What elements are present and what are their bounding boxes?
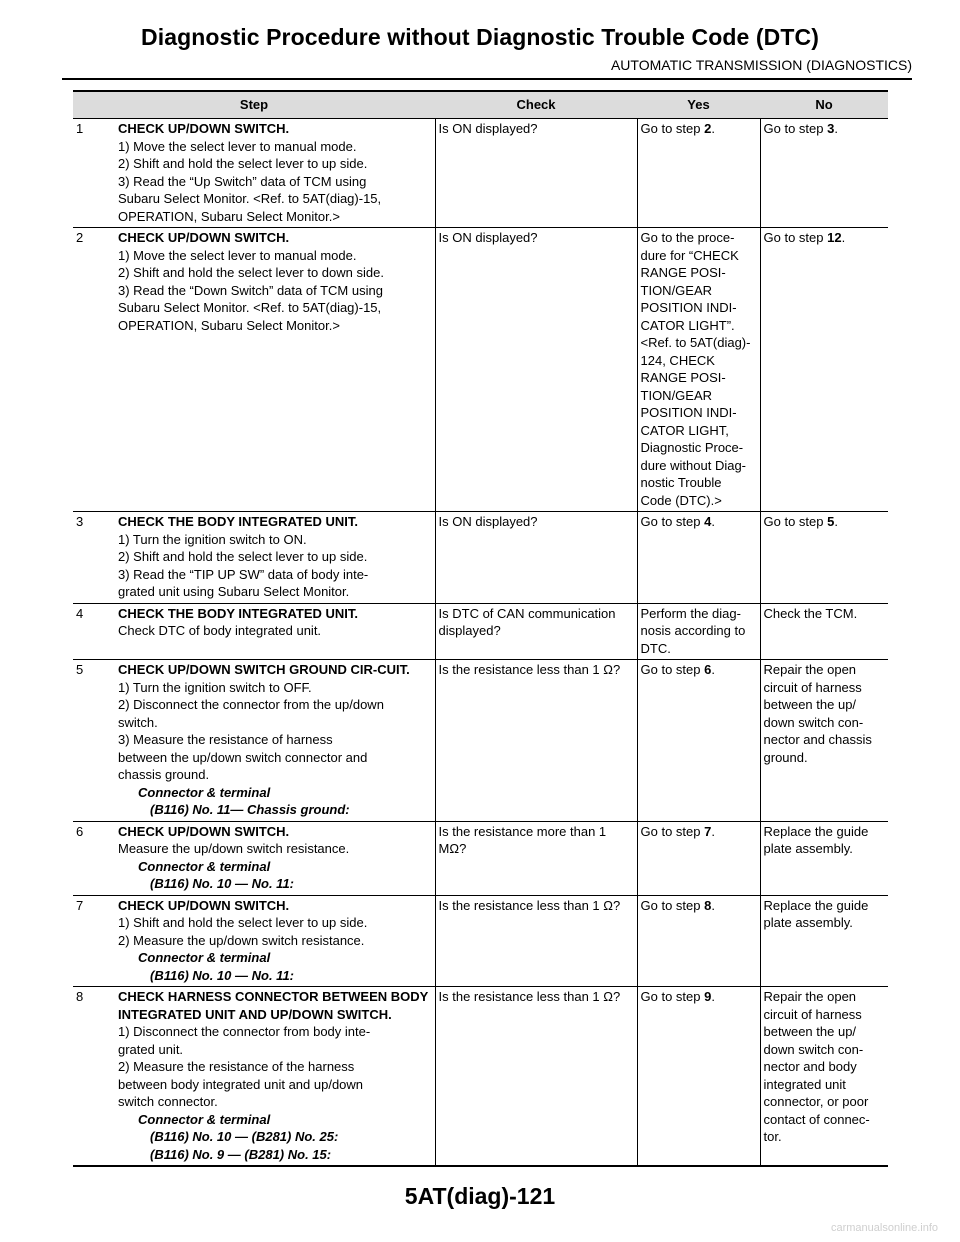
yes-line: RANGE POSI- [640, 265, 726, 280]
check-question: Is ON displayed? [435, 228, 637, 512]
step-instruction: between the up/down switch connector and [118, 749, 368, 765]
step-title: CHECK THE BODY INTEGRATED UNIT. [118, 605, 359, 621]
yes-step-ref: 8 [704, 897, 712, 913]
check-question: Is the resistance less than 1 Ω? [435, 895, 637, 987]
yes-step-ref: 2 [704, 121, 712, 136]
yes-suffix: . [711, 514, 715, 529]
no-line: connector, or poor [763, 1094, 869, 1109]
step-description [118, 228, 435, 512]
no-prefix: Go to step [763, 121, 828, 136]
step-instruction: 2) Disconnect the connector from the up/down [118, 697, 384, 712]
yes-line: POSITION INDI- [640, 405, 737, 420]
yes-action [637, 228, 760, 512]
no-line: tor. [763, 1129, 782, 1144]
table-header-row [73, 91, 888, 119]
yes-action [637, 987, 760, 1167]
no-text: Check the TCM. [763, 605, 858, 621]
yes-line: Go to the proce- [640, 230, 735, 245]
connector-terminal-value: (B116) No. 10 — No. 11: [150, 876, 294, 891]
step-instruction: switch connector. [118, 1094, 218, 1109]
step-description [118, 895, 435, 987]
no-action [760, 512, 888, 604]
step-number: 7 [73, 895, 118, 987]
no-line: Replace the guide [763, 897, 869, 913]
page-number: 5AT(diag)-121 [404, 1183, 556, 1209]
step-instruction: 3) Read the “Down Switch” data of TCM using [118, 282, 383, 298]
column-header-step: Step [73, 91, 435, 119]
step-instruction: 2) Shift and hold the select lever to up side. [118, 549, 368, 564]
step-description [118, 512, 435, 604]
step-number: 2 [73, 228, 118, 512]
step-instruction: 3) Read the “Up Switch” data of TCM using [118, 173, 367, 189]
no-line: nector and chassis [763, 732, 872, 747]
step-instruction: 1) Turn the ignition switch to ON. [118, 531, 307, 547]
no-step-ref: 3 [827, 121, 835, 136]
no-action [760, 119, 888, 228]
yes-line: nostic Trouble [640, 475, 722, 490]
check-question: Is DTC of CAN communication displayed? [435, 603, 637, 660]
yes-step-ref: 4 [704, 514, 712, 529]
no-line: circuit of harness [763, 679, 862, 695]
yes-line: dure for “CHECK [640, 247, 739, 263]
yes-action [637, 603, 760, 660]
connector-terminal-label: Connector & terminal [138, 858, 271, 874]
yes-suffix: . [711, 823, 715, 839]
yes-step-ref: 7 [704, 823, 712, 839]
no-line: plate assembly. [763, 915, 853, 930]
no-line: contact of connec- [763, 1111, 870, 1127]
step-instruction: switch. [118, 714, 158, 730]
yes-step-ref: 9 [704, 989, 712, 1004]
step-title: CHECK UP/DOWN SWITCH. [118, 897, 290, 913]
step-number: 6 [73, 821, 118, 895]
connector-terminal-value: (B116) No. 9 — (B281) No. 15: [150, 1146, 332, 1162]
yes-action [637, 821, 760, 895]
header-divider [62, 78, 912, 80]
table-row [73, 895, 888, 987]
step-number: 8 [73, 987, 118, 1167]
table-row [73, 512, 888, 604]
no-suffix: . [834, 121, 838, 136]
step-title: CHECK UP/DOWN SWITCH. [118, 823, 290, 839]
yes-line: CATOR LIGHT”. [640, 317, 735, 333]
check-question: Is the resistance less than 1 Ω? [435, 660, 637, 822]
yes-line: dure without Diag- [640, 457, 747, 473]
yes-suffix: . [711, 989, 715, 1004]
step-instruction: OPERATION, Subaru Select Monitor.> [118, 208, 340, 224]
no-step-ref: 5 [827, 514, 835, 529]
no-step-ref: 12 [827, 230, 842, 245]
no-line: between the up/ [763, 1024, 857, 1039]
step-description [118, 821, 435, 895]
step-title: CHECK UP/DOWN SWITCH GROUND CIR-CUIT. [118, 662, 410, 677]
yes-line: Perform the diag- [640, 605, 741, 621]
yes-prefix: Go to step [640, 823, 705, 839]
column-header-check: Check [435, 91, 637, 119]
no-line: ground. [763, 749, 808, 765]
yes-prefix: Go to step [640, 989, 705, 1004]
yes-line: nosis according to [640, 623, 746, 638]
table-row [73, 821, 888, 895]
step-instruction: 2) Measure the up/down switch resistance. [118, 932, 365, 948]
table-row [73, 603, 888, 660]
no-action [760, 660, 888, 822]
no-line: circuit of harness [763, 1006, 862, 1022]
yes-step-ref: 6 [704, 662, 712, 677]
yes-suffix: . [711, 121, 715, 136]
no-line: Repair the open [763, 989, 857, 1004]
no-suffix: . [841, 230, 846, 245]
yes-line: 124, CHECK [640, 352, 715, 368]
connector-terminal-value: (B116) No. 10 — (B281) No. 25: [150, 1129, 339, 1144]
no-line: nector and body [763, 1059, 857, 1074]
check-question: Is the resistance less than 1 Ω? [435, 987, 637, 1167]
connector-terminal-value: (B116) No. 10 — No. 11: [150, 967, 294, 983]
no-action [760, 987, 888, 1167]
yes-line: TION/GEAR [640, 387, 713, 403]
yes-prefix: Go to step [640, 121, 705, 136]
step-instruction: 1) Turn the ignition switch to OFF. [118, 679, 312, 695]
step-number: 4 [73, 603, 118, 660]
no-suffix: . [834, 514, 838, 529]
step-instruction: 1) Move the select lever to manual mode. [118, 138, 357, 154]
no-line: down switch con- [763, 714, 864, 730]
step-number: 1 [73, 119, 118, 228]
yes-line: Code (DTC).> [640, 492, 722, 508]
no-line: integrated unit [763, 1076, 846, 1092]
no-line: Repair the open [763, 662, 857, 677]
step-instruction: Subaru Select Monitor. <Ref. to 5AT(diag)-15, [118, 191, 382, 206]
step-instruction: grated unit using Subaru Select Monitor. [118, 584, 350, 599]
table-row [73, 660, 888, 822]
yes-action [637, 895, 760, 987]
step-instruction: 1) Shift and hold the select lever to up side. [118, 915, 368, 930]
connector-terminal-label: Connector & terminal [138, 950, 271, 965]
yes-action [637, 512, 760, 604]
step-title: CHECK HARNESS CONNECTOR BETWEEN BODY INTEGRATED UNIT AND UP/DOWN SWITCH. [118, 989, 429, 1022]
watermark: carmanualsonline.info [830, 1222, 938, 1234]
step-instruction: between body integrated unit and up/down [118, 1076, 364, 1092]
step-instruction: 1) Disconnect the connector from body inte- [118, 1024, 371, 1039]
yes-suffix: . [711, 897, 715, 913]
step-instruction: Check DTC of body integrated unit. [118, 623, 322, 638]
page-title: Diagnostic Procedure without Diagnostic Trouble Code (DTC) [141, 24, 819, 50]
check-question: Is ON displayed? [435, 512, 637, 604]
table-row [73, 987, 888, 1167]
table-row [73, 119, 888, 228]
yes-line: DTC. [640, 640, 671, 656]
step-number: 5 [73, 660, 118, 822]
no-prefix: Go to step [763, 230, 828, 245]
step-instruction: 2) Shift and hold the select lever to up side. [118, 156, 368, 171]
step-title: CHECK THE BODY INTEGRATED UNIT. [118, 514, 359, 529]
check-question: Is the resistance more than 1 MΩ? [435, 821, 637, 895]
step-instruction: 3) Read the “TIP UP SW” data of body inte- [118, 566, 369, 582]
yes-prefix: Go to step [640, 897, 705, 913]
step-instruction: chassis ground. [118, 767, 210, 782]
no-action [760, 228, 888, 512]
step-instruction: 1) Move the select lever to manual mode. [118, 247, 357, 263]
connector-terminal-value: (B116) No. 11— Chassis ground: [150, 802, 350, 817]
step-number: 3 [73, 512, 118, 604]
no-prefix: Go to step [763, 514, 828, 529]
yes-prefix: Go to step [640, 662, 705, 677]
yes-line: <Ref. to 5AT(diag)- [640, 335, 751, 350]
step-instruction: Measure the up/down switch resistance. [118, 841, 350, 856]
procedure-table [73, 90, 888, 1167]
yes-action [637, 660, 760, 822]
step-instruction: OPERATION, Subaru Select Monitor.> [118, 317, 340, 333]
step-instruction: Subaru Select Monitor. <Ref. to 5AT(diag)-15, [118, 300, 382, 315]
yes-line: POSITION INDI- [640, 300, 737, 315]
no-line: Replace the guide [763, 823, 869, 839]
yes-line: RANGE POSI- [640, 370, 726, 385]
step-instruction: 2) Measure the resistance of the harness [118, 1059, 355, 1074]
yes-prefix: Go to step [640, 514, 705, 529]
column-header-no: No [760, 91, 888, 119]
yes-line: CATOR LIGHT, [640, 422, 729, 438]
step-instruction: 2) Shift and hold the select lever to down side. [118, 265, 384, 280]
step-instruction: grated unit. [118, 1041, 184, 1057]
step-description [118, 987, 435, 1167]
step-instruction: 3) Measure the resistance of harness [118, 732, 333, 747]
section-subtitle: AUTOMATIC TRANSMISSION (DIAGNOSTICS) [610, 57, 912, 73]
column-header-yes: Yes [637, 91, 760, 119]
step-description [118, 603, 435, 660]
connector-terminal-label: Connector & terminal [138, 1111, 271, 1127]
step-description [118, 119, 435, 228]
no-line: between the up/ [763, 697, 857, 712]
step-title: CHECK UP/DOWN SWITCH. [118, 230, 290, 245]
yes-line: Diagnostic Proce- [640, 440, 744, 455]
check-question: Is ON displayed? [435, 119, 637, 228]
yes-action [637, 119, 760, 228]
yes-suffix: . [711, 662, 715, 677]
no-action [760, 821, 888, 895]
no-line: plate assembly. [763, 841, 853, 856]
no-action [760, 603, 888, 660]
yes-line: TION/GEAR [640, 282, 713, 298]
table-row [73, 228, 888, 512]
step-title: CHECK UP/DOWN SWITCH. [118, 121, 290, 136]
no-line: down switch con- [763, 1041, 864, 1057]
step-description [118, 660, 435, 822]
no-action [760, 895, 888, 987]
connector-terminal-label: Connector & terminal [138, 784, 271, 800]
